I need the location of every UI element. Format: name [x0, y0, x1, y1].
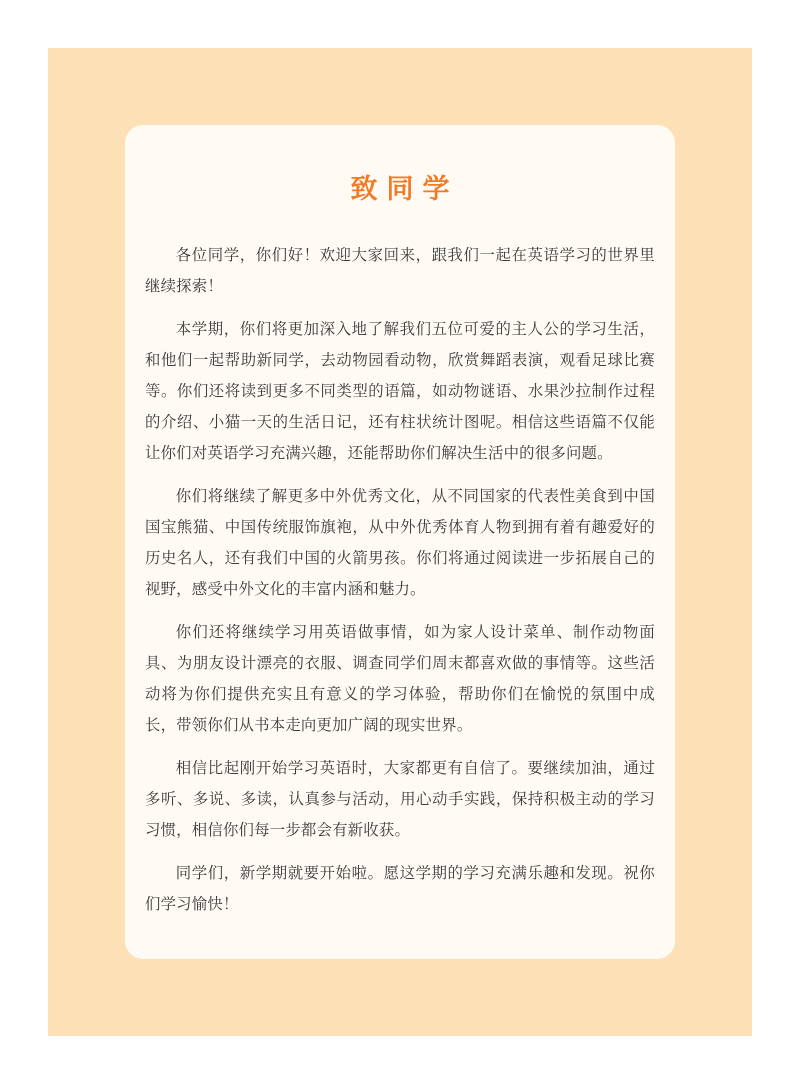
paragraph-closing: 同学们，新学期就要开始啦。愿这学期的学习充满乐趣和发现。祝你们学习愉快！ [145, 864, 655, 913]
letter-body [145, 240, 655, 920]
paragraph-semester-content: 本学期，你们将更加深入地了解我们五位可爱的主人公的学习生活，和他们一起帮助新同学，去动物园看动物，欣赏舞蹈表演，观看足球比赛等。你们还将读到更多不同类型的语篇，如动物谜语、水果沙拉制作过程的介绍、小猫一天的生活日记，还有柱状统计图呢。相信这些语篇不仅能让你们对英语学习充满兴趣，还能帮助你们解决生活中的很多问题。 [145, 320, 655, 462]
paragraph-greeting: 各位同学，你们好！欢迎大家回来，跟我们一起在英语学习的世界里继续探索！ [145, 246, 655, 295]
paragraph-encouragement: 相信比起刚开始学习英语时，大家都更有自信了。要继续加油，通过多听、多说、多读，认真参与活动，用心动手实践，保持积极主动的学习习惯，相信你们每一步都会有新收获。 [145, 759, 655, 839]
letter-card [125, 125, 675, 959]
paragraph-culture: 你们将继续了解更多中外优秀文化，从不同国家的代表性美食到中国国宝熊猫、中国传统服饰旗袍，从中外优秀体育人物到拥有着有趣爱好的历史名人，还有我们中国的火箭男孩。你们将通过阅读进一步拓展自己的视野，感受中外文化的丰富内涵和魅力。 [145, 487, 655, 598]
letter-title: 致同学 [350, 174, 459, 205]
paragraph-activities: 你们还将继续学习用英语做事情，如为家人设计菜单、制作动物面具、为朋友设计漂亮的衣服、调查同学们周末都喜欢做的事情等。这些活动将为你们提供充实且有意义的学习体验，帮助你们在愉悦的氛围中成长，带领你们从书本走向更加广阔的现实世界。 [145, 623, 655, 734]
